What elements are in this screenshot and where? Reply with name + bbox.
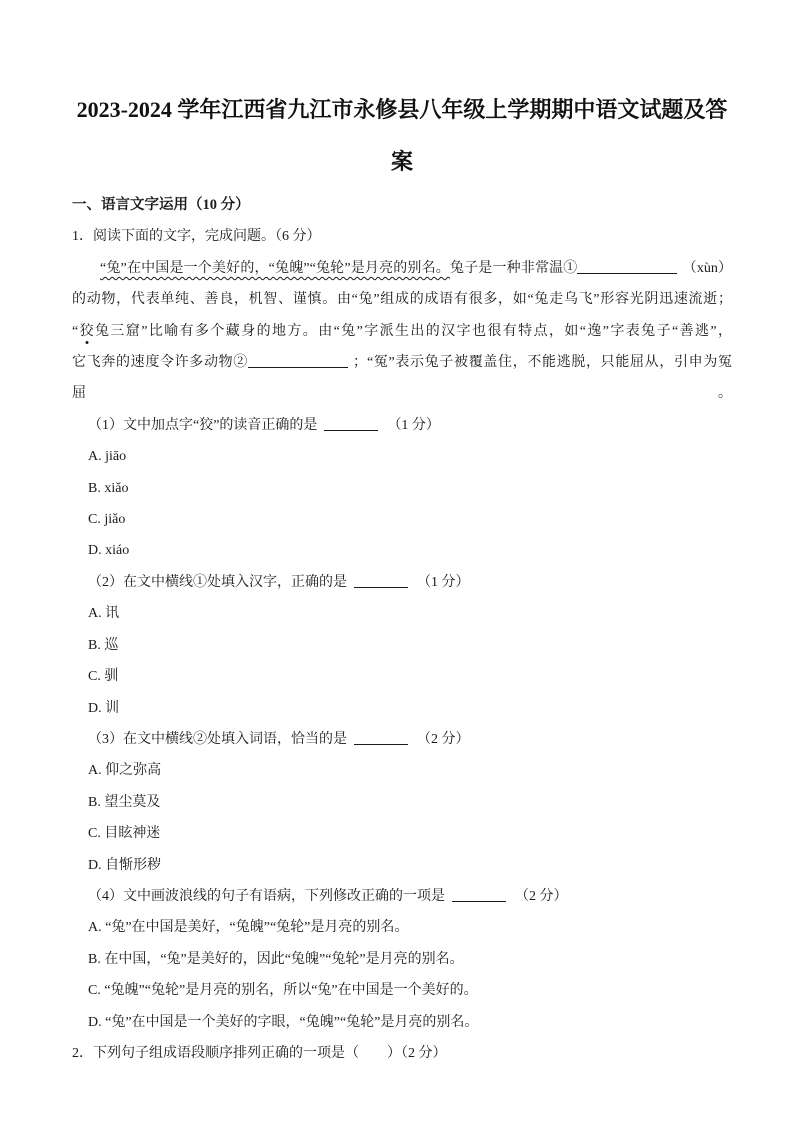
question-label: （4）文中画波浪线的句子有语病，下列修改正确的一项是 [88,888,445,904]
pinyin-hint: （xùn） [682,260,732,276]
answer-blank [354,575,408,588]
question-2-stem: 2．下列句子组成语段顺序排列正确的一项是（ ）（2 分） [72,1045,447,1061]
option-1-4-a: A. “兔”在中国是美好，“兔魄”“兔轮”是月亮的别名。 [88,920,409,936]
option-1-1-c: C. jiǎo [88,512,126,528]
section-heading: 一、语言文字运用（10 分） [72,197,250,213]
option-1-1-b: B. xiǎo [88,480,129,496]
points-label: （1 分） [417,574,470,590]
question-1-stem: 1．阅读下面的文字，完成问题。（6 分） [72,229,321,245]
option-1-2-b: B. 巡 [88,637,119,653]
option-1-3-a: A. 仰之弥高 [88,763,162,779]
option-1-1-d: D. xiáo [88,543,130,559]
dot-emphasized-char: 狡 [78,323,96,339]
passage-text: 它飞奔的速度令许多动物② [72,355,248,371]
option-1-2-c: C. 驯 [88,669,119,685]
passage-text: 兔子是一种非常温① [449,260,578,276]
question-1-2-stem [72,567,732,598]
fill-in-blank-2 [248,355,348,368]
option-1-3-d: D. 自惭形秽 [88,857,162,873]
question-label: （3）在文中横线②处填入词语，恰当的是 [88,731,347,747]
option-1-3-c: C. 目眩神迷 [88,826,161,842]
question-1-1-stem [72,410,732,441]
document-title [72,84,732,188]
passage-text: “ [72,323,79,339]
option-1-4-b: B. 在中国，“兔”是美好的，因此“兔魄”“兔轮”是月亮的别名。 [88,951,464,967]
question-1-4-stem [72,881,732,912]
passage-line-3 [72,316,732,347]
points-label: （1 分） [387,417,440,433]
option-1-1-a: A. jiāo [88,449,127,465]
passage-line-2: 的动物，代表单纯、善良，机智、谨慎。由“兔”组成的成语有很多，如“兔走乌飞”形容光阴迅速流逝； [72,292,732,308]
wavy-underlined-sentence: “兔”在中国是一个美好的，“兔魄”“兔轮”是月亮的别名。 [100,260,450,276]
passage-text: ；“冤”表示兔子被覆盖住，不能逃脱，只能屈从，引申为冤屈。 [72,355,732,402]
passage-line-4 [72,347,732,410]
question-1-passage [72,253,732,410]
fill-in-blank-1 [577,261,677,274]
option-1-3-b: B. 望尘莫及 [88,794,161,810]
question-label: （1）文中加点字“狡”的读音正确的是 [88,417,318,433]
question-label: （2）在文中横线①处填入汉字，正确的是 [88,574,347,590]
option-1-4-d: D. “兔”在中国是一个美好的字眼，“兔魄”“兔轮”是月亮的别名。 [88,1014,479,1030]
document-title-line1: 2023-2024 学年江西省九江市永修县八年级上学期期中语文试题及答 [76,97,728,122]
option-1-2-d: D. 训 [88,700,120,716]
answer-blank [354,732,408,745]
answer-blank [324,418,378,431]
passage-text: 兔三窟”比喻有多个藏身的地方。由“兔”字派生出的汉字也很有特点，如“逸”字表兔子“善逃”， [95,323,732,339]
document-title-line2: 案 [390,149,413,174]
points-label: （2 分） [417,731,470,747]
passage-line-1 [72,253,732,284]
points-label: （2 分） [515,888,568,904]
question-1-3-stem [72,724,732,755]
answer-blank [452,889,506,902]
option-1-2-a: A. 讯 [88,606,120,622]
option-1-4-c: C. “兔魄”“兔轮”是月亮的别名，所以“兔”在中国是一个美好的。 [88,983,478,999]
